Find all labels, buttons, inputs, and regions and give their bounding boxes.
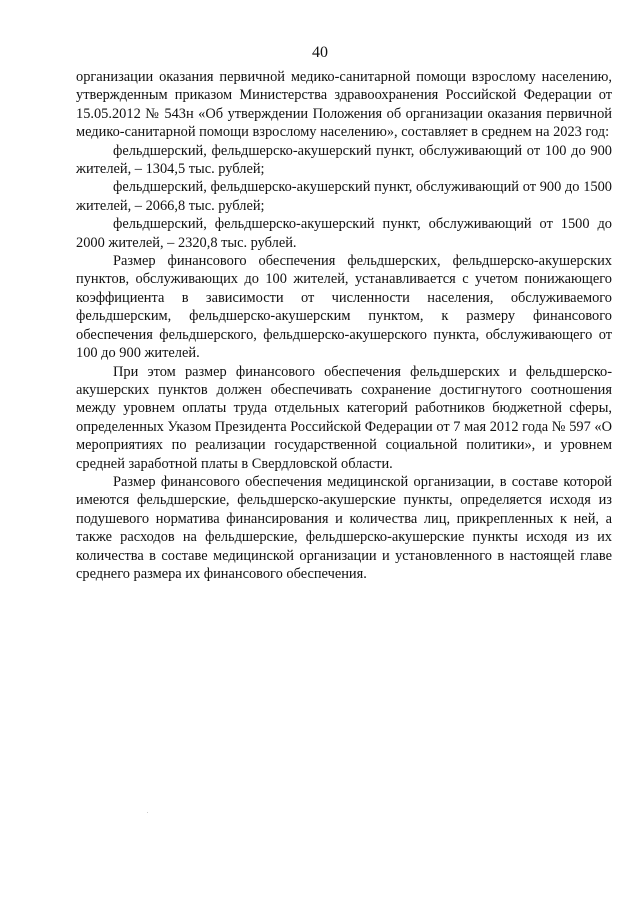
document-body: [76, 68, 612, 583]
page-number: 40: [312, 44, 328, 61]
scan-speck: [147, 812, 148, 813]
paragraph-continuation: организации оказания первичной медико-санитарной помощи взрослому населению, утвержденным приказом Министерства здравоохранения Российской Федерации от 15.05.2012 № 543н «Об утверждении Положения об организации оказания первичной медико-санитарной помощи взрослому населению», составляет в среднем на 2023 год:: [76, 69, 612, 141]
paragraph-salary-ratio: При этом размер финансового обеспечения фельдшерских и фельдшерско-акушерских пунктов должен обеспечивать сохранение достигнутого соотношения между уровнем оплаты труда отдельных категорий работников бюджетной сферы, определенных Указом Президента Российской Федерации от 7 мая 2012 года № 597 «О мероприятиях по реализации государственной социальной политики», и уровнем средней заработной платы в Свердловской области.: [76, 363, 612, 472]
list-item-fap-100-900: фельдшерский, фельдшерско-акушерский пункт, обслуживающий от 100 до 900 жителей, – 1304,5 тыс. рублей;: [76, 142, 612, 178]
paragraph-coefficient: Размер финансового обеспечения фельдшерских, фельдшерско-акушерских пунктов, обслуживающих до 100 жителей, устанавливается с учетом понижающего коэффициента в зависимости от численности населения, обслуживаемого фельдшерским, фельдшерско-акушерским пунктом, к размеру финансового обеспечения фельдшерского, фельдшерско-акушерского пункта, обслуживающего от 100 до 900 жителей.: [76, 253, 612, 362]
paragraph-funding-size: Размер финансового обеспечения медицинской организации, в составе которой имеются фельдшерские, фельдшерско-акушерские пункты, определяется исходя из подушевого норматива финансирования и количества лиц, прикрепленных к ней, а также расходов на фельдшерские, фельдшерско-акушерские пункты исходя из их количества в составе медицинской организации и установленного в настоящей главе среднего размера их финансового обеспечения.: [76, 473, 612, 582]
list-item-fap-900-1500: фельдшерский, фельдшерско-акушерский пункт, обслуживающий от 900 до 1500 жителей, – 2066,8 тыс. рублей;: [76, 179, 612, 214]
list-item-fap-1500-2000: фельдшерский, фельдшерско-акушерский пункт, обслуживающий от 1500 до 2000 жителей, – 2320,8 тыс. рублей.: [76, 216, 612, 251]
